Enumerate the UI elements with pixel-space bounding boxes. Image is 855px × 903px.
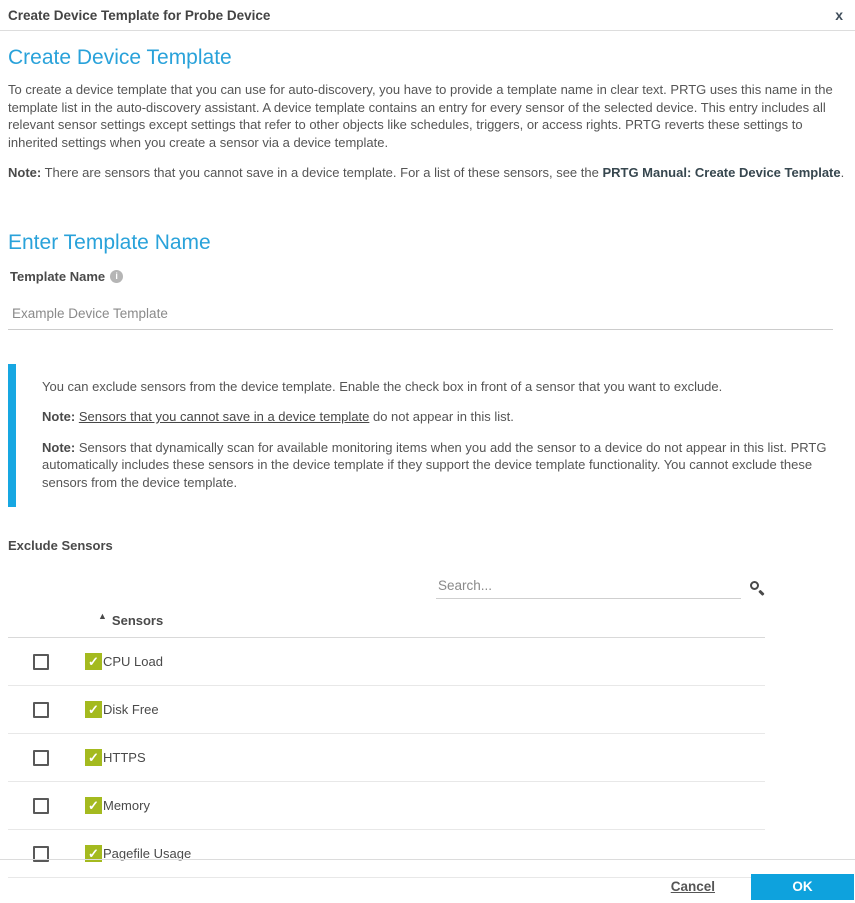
dialog-body [0, 46, 855, 878]
exclude-checkbox[interactable] [33, 654, 49, 670]
note-text: There are sensors that you cannot save in a device template. For a list of these sensors, see the [41, 165, 603, 180]
sensor-name: CPU Load [103, 654, 163, 669]
note-label: Note: [42, 439, 76, 455]
template-name-input[interactable] [8, 304, 833, 330]
table-row [8, 638, 765, 686]
close-icon[interactable]: x [835, 7, 843, 23]
note-label: Note: [42, 409, 76, 424]
intro-paragraph: To create a device template that you can use for auto-discovery, you have to provide a template name in clear text. PRTG uses this name in the template list in the auto-discovery assistant. A device template contains an entry for every sensor of the selected device. This entry includes all relevant sensor settings except settings that refer to other objects like schedules, triggers, or access rights. PRTG reverts these settings to inherited settings when you create a sensor via a device template. [8, 82, 833, 150]
intro-note [8, 164, 847, 182]
exclude-checkbox[interactable] [33, 702, 49, 718]
info-box-paragraph-2-rest: do not appear in this list. [369, 409, 514, 424]
sensors-table [8, 576, 765, 878]
sensors-column-header-row [8, 613, 765, 638]
check-icon: ✓ [85, 749, 102, 766]
table-row [8, 782, 765, 830]
sort-ascending-icon[interactable]: ▲ [98, 611, 107, 621]
exclude-sensors-label: Exclude Sensors [8, 538, 113, 553]
sensor-name: Memory [103, 798, 150, 813]
cancel-button[interactable]: Cancel [670, 879, 715, 894]
table-row [8, 734, 765, 782]
check-icon: ✓ [85, 797, 102, 814]
check-icon: ✓ [85, 653, 102, 670]
ok-button[interactable]: OK [751, 874, 854, 900]
info-box-paragraph-3-rest: Sensors that dynamically scan for available monitoring items when you add the sensor to a device do not appear in this list. PRTG automatically includes these sensors in the device template if they support the device template functionality. You cannot exclude these sensors from the device template. [42, 439, 827, 490]
manual-link[interactable]: PRTG Manual: Create Device Template [602, 165, 841, 180]
template-name-label: Template Name [10, 268, 106, 284]
sensors-column-header[interactable]: Sensors [111, 613, 164, 628]
info-box-paragraph-1: You can exclude sensors from the device template. Enable the check box in front of a sensor that you want to exclude. [42, 378, 723, 394]
check-icon: ✓ [85, 701, 102, 718]
sensor-name: HTTPS [103, 750, 146, 765]
exclude-checkbox[interactable] [33, 798, 49, 814]
template-name-label-row [10, 269, 847, 284]
search-row [8, 576, 765, 599]
check-icon: ✓ [85, 845, 102, 862]
sensor-name: Disk Free [103, 702, 159, 717]
dialog-header [0, 0, 855, 31]
dialog-title: Create Device Template for Probe Device [8, 8, 271, 23]
search-input[interactable] [436, 576, 741, 599]
template-name-heading: Enter Template Name [8, 230, 211, 254]
info-box [8, 364, 847, 508]
sensors-not-saved-link[interactable]: Sensors that you cannot save in a device template [78, 409, 370, 424]
intro-heading: Create Device Template [8, 46, 232, 69]
dialog-footer [0, 859, 855, 903]
info-icon[interactable]: i [110, 270, 123, 283]
search-icon[interactable] [749, 580, 765, 596]
sensor-name: Pagefile Usage [103, 846, 192, 861]
info-box-paragraph-2 [42, 408, 827, 426]
note-suffix: . [840, 165, 845, 180]
table-row [8, 686, 765, 734]
note-label: Note: [8, 165, 42, 180]
exclude-checkbox[interactable] [33, 750, 49, 766]
info-box-paragraph-3 [42, 439, 827, 492]
